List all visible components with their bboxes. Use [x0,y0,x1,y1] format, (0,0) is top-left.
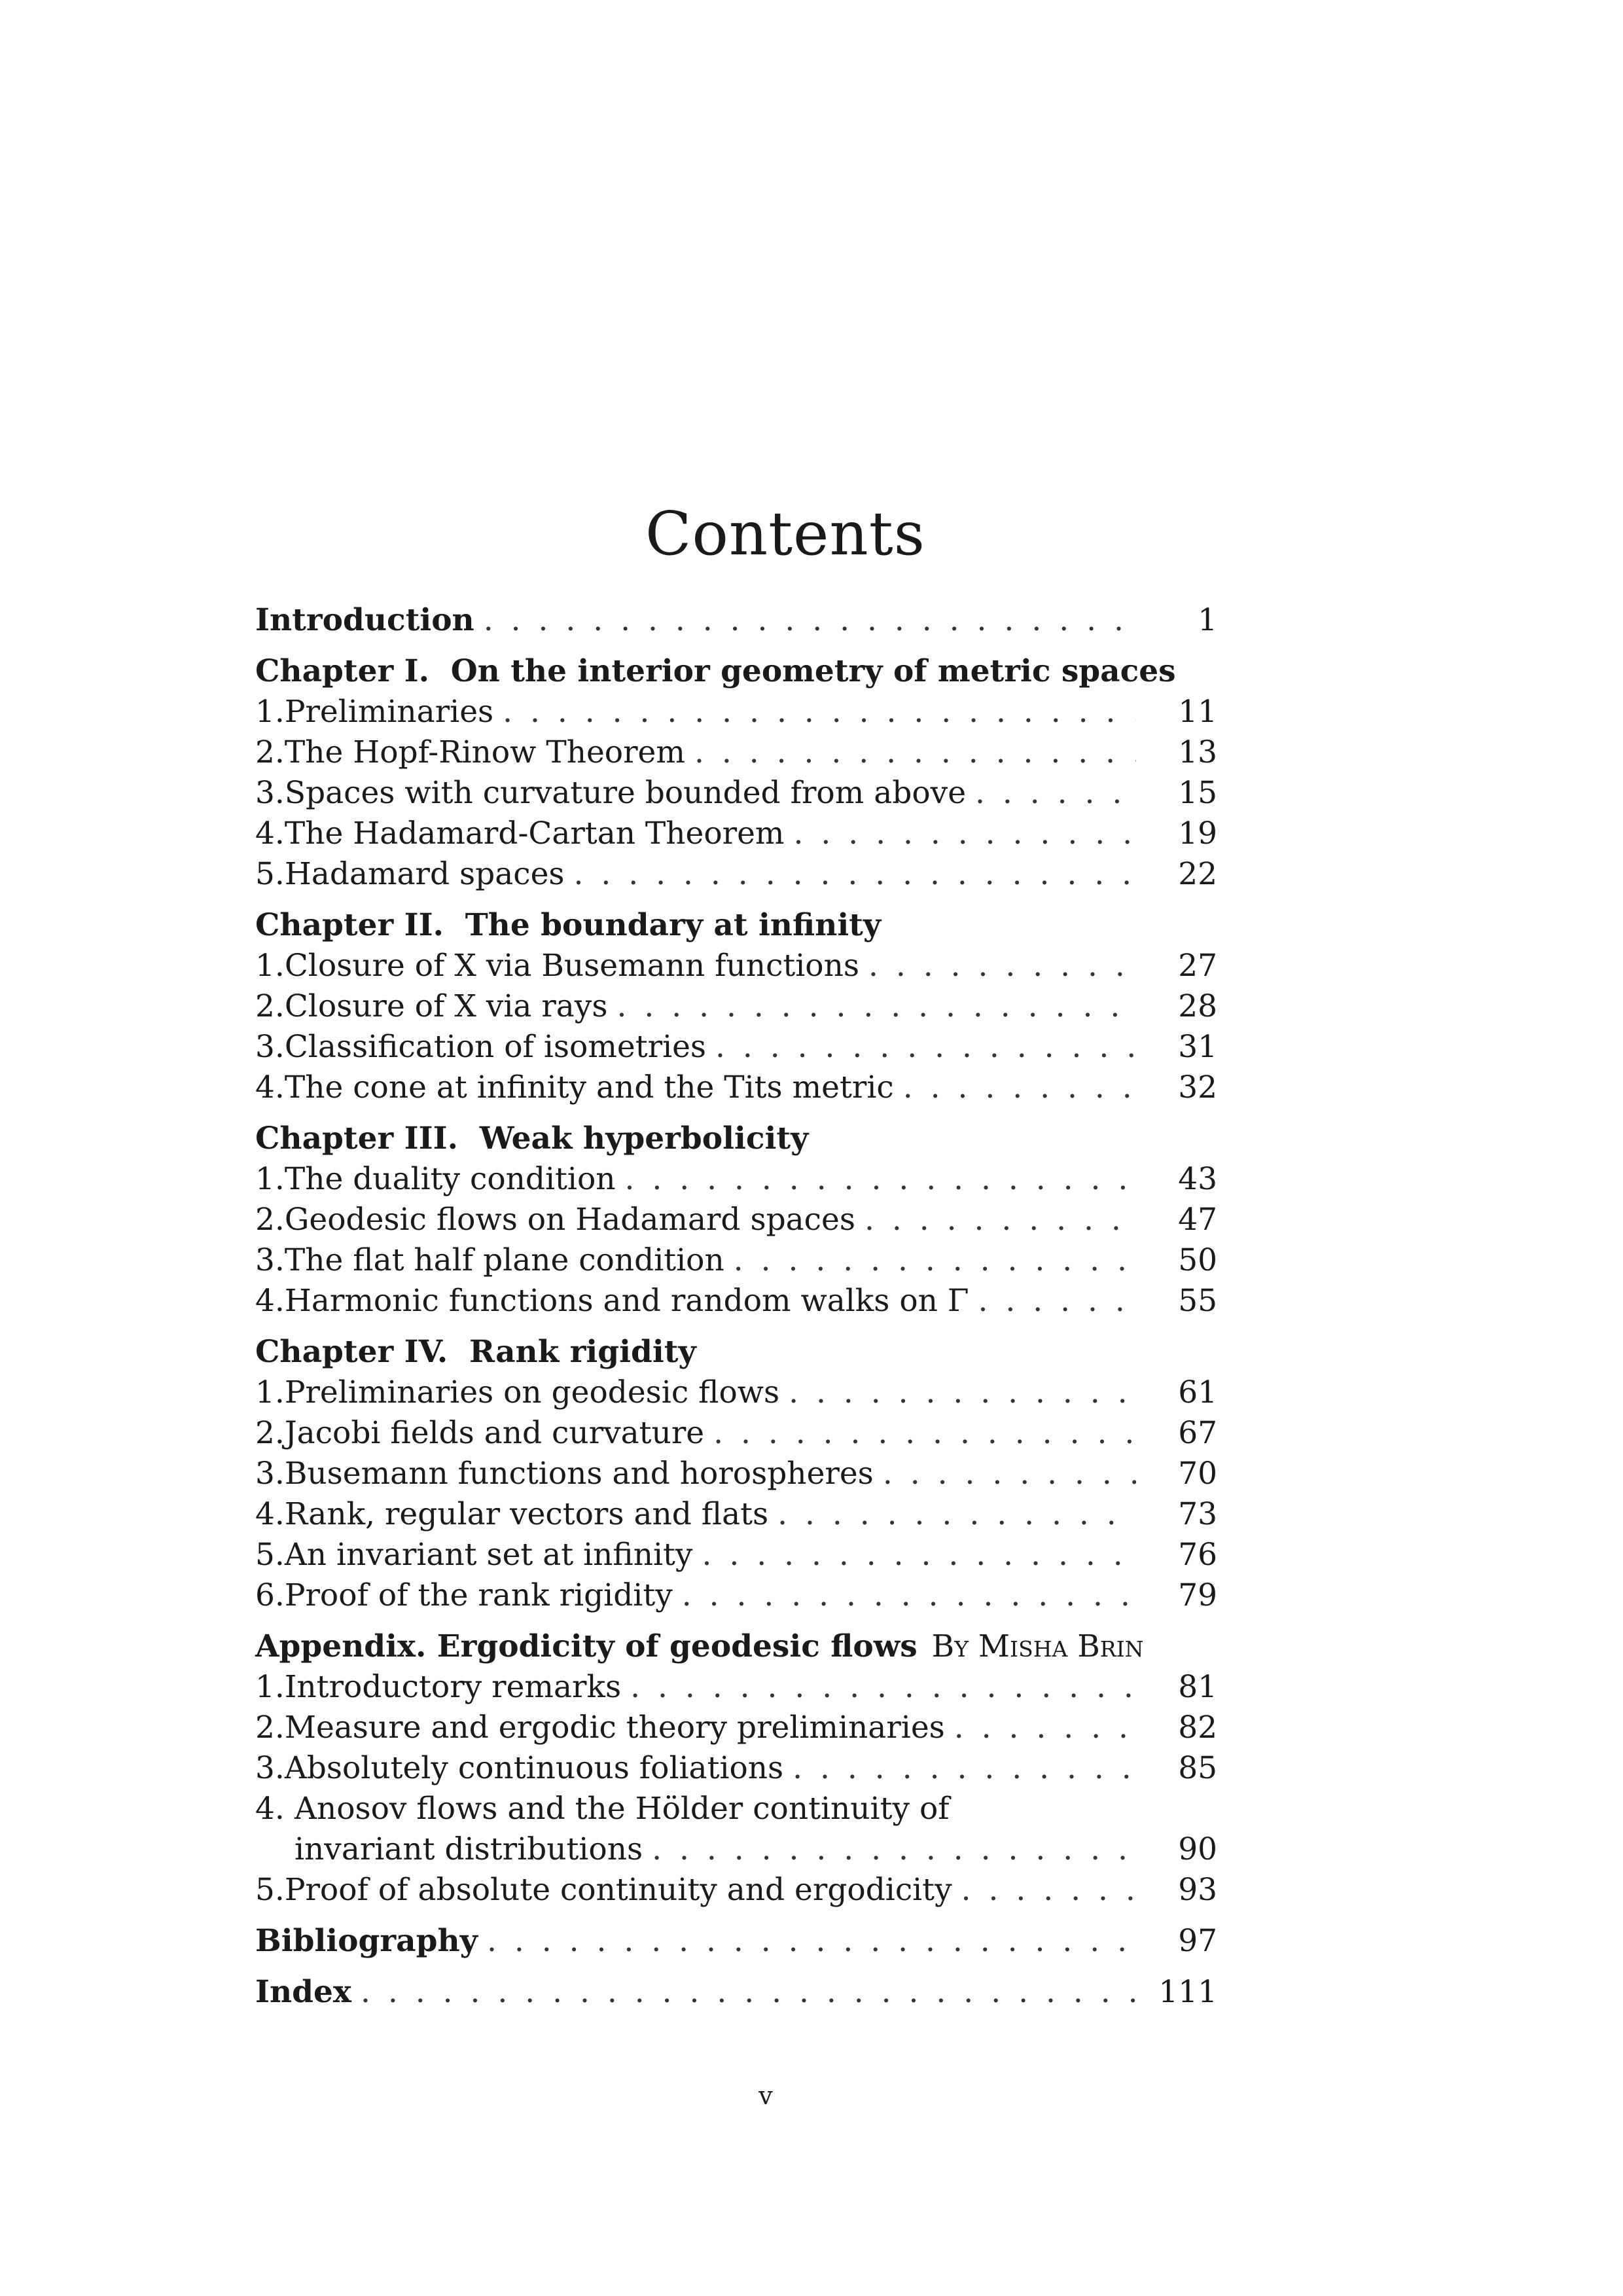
chapter-heading[interactable] [255,653,1217,694]
section-number: 2. [255,734,285,770]
dot-leader [487,1923,1136,1959]
page-number: 15 [1178,775,1217,811]
toc-section[interactable] [255,1456,1217,1496]
section-title: Preliminaries on geodesic flows [284,1374,780,1410]
dot-leader [975,775,1136,811]
section-title: The Hopf-Rinow Theorem [284,734,685,770]
toc-entry-bibliography[interactable] [255,1923,1217,1964]
dot-leader [883,1456,1136,1492]
toc-section[interactable] [255,816,1217,856]
section-title: Introductory remarks [284,1669,622,1705]
page-number: 81 [1178,1669,1217,1705]
page-number: 79 [1178,1577,1217,1613]
dot-leader [954,1710,1136,1746]
dot-leader [777,1496,1136,1532]
chapter-label: Chapter I. [255,653,429,689]
dot-leader [794,816,1136,852]
toc-section[interactable] [255,1669,1217,1710]
section-number: 5. [255,1872,285,1908]
dot-leader [868,948,1136,984]
dot-leader [625,1161,1136,1197]
section-title: Rank, regular vectors and flats [284,1496,769,1532]
toc-section[interactable] [255,734,1217,775]
page-number: 55 [1178,1283,1217,1319]
toc-section[interactable] [255,1029,1217,1069]
dot-leader [616,988,1136,1024]
dot-leader [734,1242,1136,1278]
toc-section[interactable] [255,1537,1217,1577]
page-number: 11 [1178,694,1217,730]
chapter-heading[interactable] [255,1334,1217,1374]
section-number: 2. [255,988,285,1024]
page-number: 97 [1178,1923,1217,1959]
dot-leader [682,1577,1136,1613]
toc-section[interactable] [255,988,1217,1029]
section-title-continuation: invariant distributions [294,1831,643,1867]
section-title: Proof of absolute continuity and ergodicity [284,1872,952,1908]
section-number: 1. [255,1161,285,1197]
toc-section[interactable] [255,1710,1217,1750]
page-number: 43 [1178,1161,1217,1197]
chapter-name: The boundary at infinity [465,907,882,943]
page-number: 19 [1178,816,1217,852]
section-number: 2. [255,1415,285,1451]
section-title: Anosov flows and the Hölder continuity of [294,1791,950,1827]
chapter-label: Chapter II. [255,907,444,943]
section-number: 2. [255,1202,285,1238]
section-title: The cone at infinity and the Tits metric [284,1069,894,1105]
page-number: 90 [1178,1831,1217,1867]
section-title: Closure of X via Busemann functions [284,948,859,984]
page-number: 27 [1178,948,1217,984]
page-number: 73 [1178,1496,1217,1532]
toc-section[interactable] [255,1496,1217,1537]
dot-leader [961,1872,1136,1908]
dot-leader [865,1202,1136,1238]
appendix-byline: By Misha Brin [931,1628,1144,1664]
toc-section[interactable] [255,1872,1217,1912]
page-number: 61 [1178,1374,1217,1410]
toc-section[interactable] [255,1069,1217,1110]
section-title: Preliminaries [284,694,494,730]
entry-title: Introduction [255,602,474,638]
entry-title: Bibliography [255,1923,478,1959]
toc-section[interactable] [255,1577,1217,1618]
toc-section[interactable] [255,1242,1217,1283]
appendix-heading[interactable] [255,1628,1217,1669]
dot-leader [793,1750,1136,1786]
section-number: 4. [255,1791,285,1827]
dot-leader [484,602,1136,638]
page-number: 76 [1178,1537,1217,1573]
dot-leader [652,1831,1136,1867]
section-title: Closure of X via rays [284,988,608,1024]
page-number: 22 [1178,856,1217,892]
toc-section[interactable] [255,1415,1217,1456]
page-number: 93 [1178,1872,1217,1908]
dot-leader [789,1374,1136,1410]
page-number: 50 [1178,1242,1217,1278]
section-number: 4. [255,816,285,852]
dot-leader [715,1029,1136,1065]
page-number: 67 [1178,1415,1217,1451]
section-title: Busemann functions and horospheres [284,1456,874,1492]
section-number: 3. [255,1029,285,1065]
page-number: 47 [1178,1202,1217,1238]
chapter-heading[interactable] [255,1121,1217,1161]
section-title: Measure and ergodic theory preliminaries [284,1710,945,1746]
dot-leader [503,694,1136,730]
toc-section[interactable] [255,1283,1217,1323]
section-number: 2. [255,1710,285,1746]
section-title: Hadamard spaces [284,856,565,892]
section-title: Jacobi fields and curvature [284,1415,705,1451]
chapter-name: Weak hyperbolicity [479,1121,809,1157]
chapter-label: Chapter IV. [255,1334,448,1370]
section-number: 4. [255,1283,285,1319]
section-number: 3. [255,1456,285,1492]
toc-section[interactable] [255,694,1217,734]
appendix-label: Appendix. [255,1628,427,1664]
section-title: Geodesic flows on Hadamard spaces [284,1202,855,1238]
section-title: The duality condition [284,1161,616,1197]
section-title: The Hadamard-Cartan Theorem [284,816,785,852]
toc-section[interactable] [255,948,1217,988]
section-title: Classification of isometries [284,1029,707,1065]
dot-leader [361,1974,1136,2010]
dot-leader [574,856,1136,892]
toc-section[interactable] [255,1791,1217,1831]
dot-leader [702,1537,1137,1573]
toc-section[interactable] [255,856,1217,897]
section-title: Spaces with curvature bounded from above [284,775,967,811]
page-number: 31 [1178,1029,1217,1065]
page-number: 32 [1178,1069,1217,1105]
section-number: 5. [255,856,285,892]
section-number: 3. [255,1242,285,1278]
entry-title: Index [255,1974,351,2010]
appendix-name: Ergodicity of geodesic flows [437,1628,918,1664]
chapter-name: On the interior geometry of metric spaces [450,653,1176,689]
section-title: Harmonic functions and random walks on Γ [284,1283,969,1319]
page-number: 82 [1178,1710,1217,1746]
section-title: The flat half plane condition [284,1242,724,1278]
section-number: 5. [255,1537,285,1573]
page-number: 111 [1158,1974,1217,2010]
page-title: Contents [645,498,925,569]
page-number: 85 [1178,1750,1217,1786]
page-number: 28 [1178,988,1217,1024]
toc-section[interactable] [255,775,1217,816]
chapter-label: Chapter III. [255,1121,458,1157]
toc-section[interactable] [255,1202,1217,1242]
table-of-contents [255,602,1217,2016]
section-title: An invariant set at infinity [284,1537,693,1573]
page-number: 13 [1178,734,1217,770]
chapter-name: Rank rigidity [469,1334,696,1370]
toc-section[interactable] [255,1161,1217,1202]
section-number: 4. [255,1069,285,1105]
section-number: 1. [255,1669,285,1705]
toc-section[interactable] [255,1374,1217,1415]
section-number: 4. [255,1496,285,1532]
section-number: 6. [255,1577,285,1613]
page-folio: v [758,2081,773,2110]
section-title: Absolutely continuous foliations [284,1750,784,1786]
dot-leader [713,1415,1136,1451]
chapter-heading[interactable] [255,907,1217,948]
section-number: 3. [255,775,285,811]
dot-leader [978,1283,1136,1319]
section-number: 1. [255,948,285,984]
dot-leader [903,1069,1136,1105]
section-number: 1. [255,694,285,730]
dot-leader [694,734,1136,770]
dot-leader [630,1669,1136,1705]
section-title: Proof of the rank rigidity [284,1577,673,1613]
toc-section[interactable] [255,1750,1217,1791]
page-number: 1 [1198,602,1217,638]
toc-section-continuation[interactable] [255,1831,1217,1872]
page-number: 70 [1178,1456,1217,1492]
section-number: 3. [255,1750,285,1786]
toc-entry-introduction[interactable] [255,602,1217,643]
toc-entry-index[interactable] [255,1974,1217,2015]
section-number: 1. [255,1374,285,1410]
